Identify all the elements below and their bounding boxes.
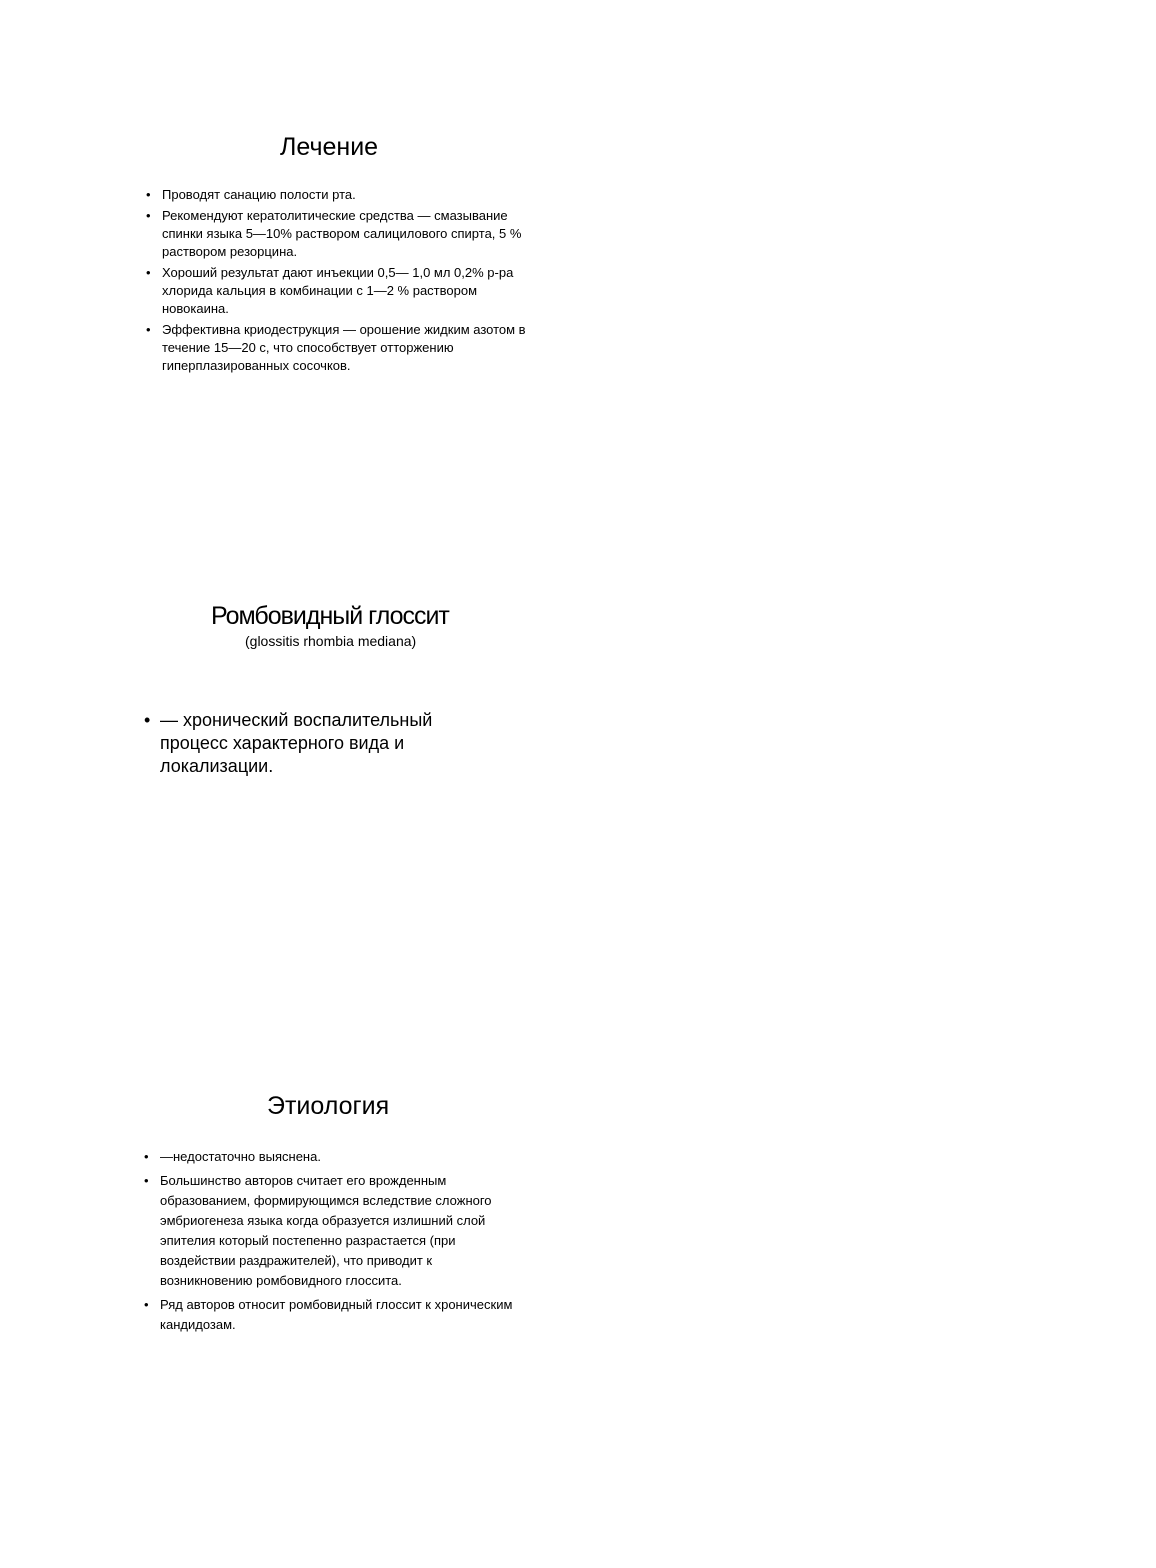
slide-title: Этиология bbox=[267, 1092, 390, 1120]
bullet-list bbox=[144, 1147, 514, 1339]
list-item: • Ряд авторов относит ромбовидный глоссит к хроническим кандидозам. bbox=[144, 1295, 514, 1335]
slide-subtitle: (glossitis rhombia mediana) bbox=[245, 633, 417, 649]
list-item: • Большинство авторов считает его врожденным образованием, формирующимся вследствие сложного эмбриогенеза языка когда образуется излишний слой эпителия который постепенно разрастается (при воздействии раздражителей), что приводит к возникновению ромбовидного глоссита. bbox=[144, 1171, 514, 1291]
list-item: • Эффективна криодеструкция — орошение жидким азотом в течение 15—20 с, что способствует отторжению гиперплазированных сосочков. bbox=[146, 321, 526, 375]
list-item: • Проводят санацию полости рта. bbox=[146, 186, 526, 204]
list-item: • Рекомендуют кератолитические средства — смазывание спинки языка 5—10% раствором салицилового спирта, 5 % раствором резорцина. bbox=[146, 207, 526, 261]
list-item: • — хронический воспалительный процесс характерного вида и локализации. bbox=[144, 709, 474, 778]
slide-title: Лечение bbox=[280, 133, 379, 161]
list-item: • Хороший результат дают инъекции 0,5— 1,0 мл 0,2% р-ра хлорида кальция в комбинации с 1—2 % раствором новокаина. bbox=[146, 264, 526, 318]
list-item: • —недостаточно выяснена. bbox=[144, 1147, 514, 1167]
slide-title: Ромбовидный глоссит bbox=[211, 602, 449, 630]
